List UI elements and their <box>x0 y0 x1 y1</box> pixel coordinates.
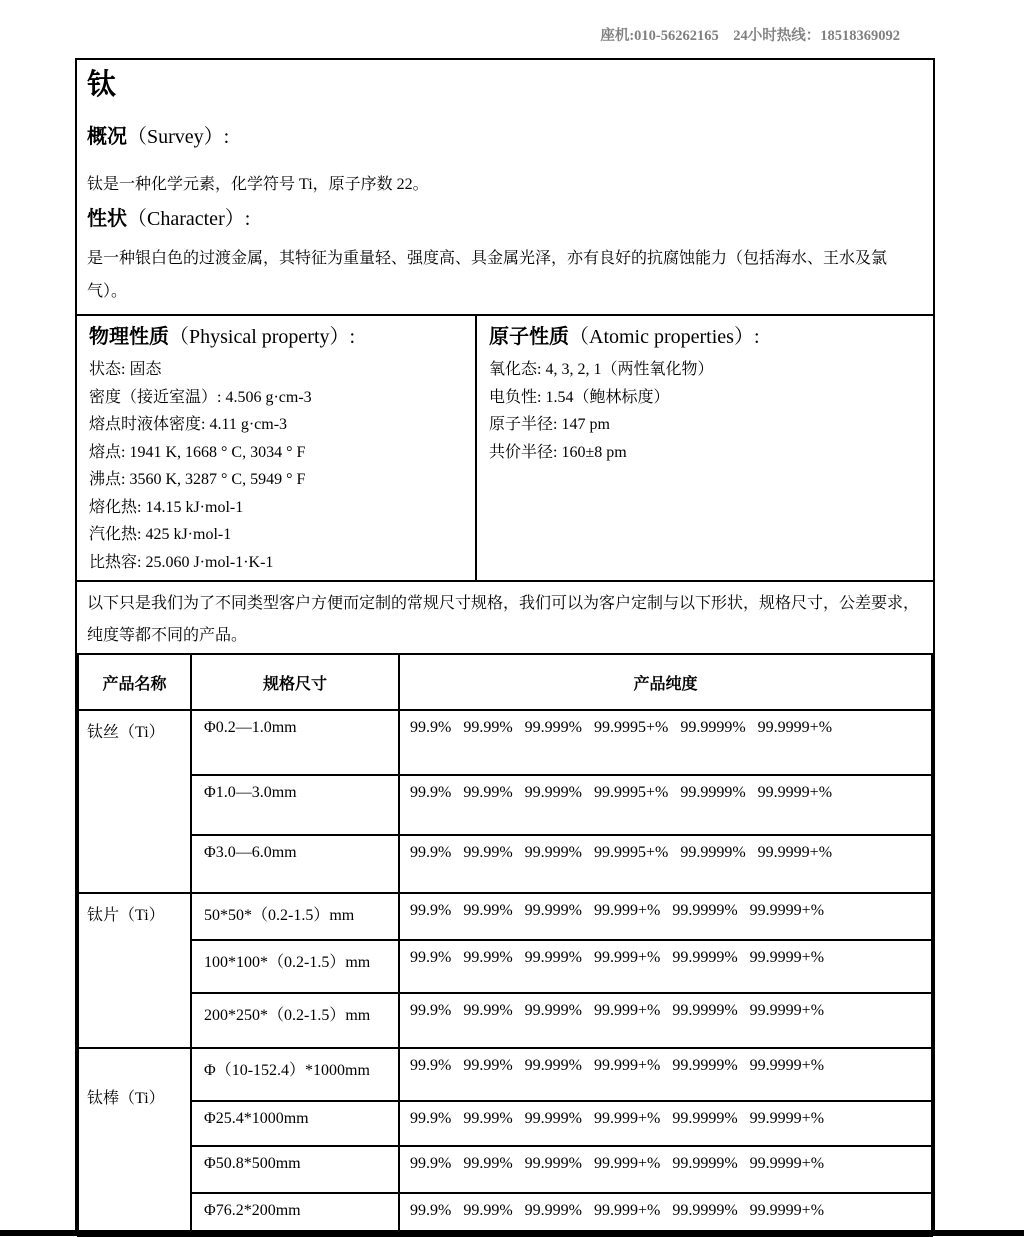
page-title: 钛 <box>87 69 117 101</box>
col-header-spec-size: 规格尺寸 <box>191 654 399 710</box>
atomic-properties-panel <box>477 316 933 580</box>
properties-section <box>77 314 933 580</box>
purity-cell: 99.9% 99.99% 99.999% 99.999+% 99.9999% 99.9999+% <box>399 940 932 993</box>
character-heading-en: （Character）: <box>127 208 251 230</box>
property-line: 密度（接近室温）: 4.506 g·cm-3 <box>89 388 312 406</box>
purity-cell: 99.9% 99.99% 99.999% 99.9995+% 99.9999% 99.9999+% <box>399 710 932 775</box>
property-line: 熔点时液体密度: 4.11 g·cm-3 <box>89 416 288 433</box>
purity-cell: 99.9% 99.99% 99.999% 99.999+% 99.9999% 99.9999+% <box>399 1048 932 1101</box>
purity-cell: 99.9% 99.99% 99.999% 99.9995+% 99.9999% 99.9999+% <box>399 835 932 893</box>
table-header-row <box>78 654 932 710</box>
table-row <box>78 1048 932 1101</box>
product-group-name: 钛棒（Ti） <box>78 1048 191 1236</box>
products-table <box>77 653 933 1237</box>
property-line: 汽化热: 425 kJ·mol-1 <box>89 526 232 543</box>
property-line: 原子半径: 147 pm <box>489 416 610 433</box>
purity-cell: 99.9% 99.99% 99.999% 99.999+% 99.9999% 99.9999+% <box>399 893 932 940</box>
character-heading-zh: 性状 <box>87 208 127 230</box>
purity-cell: 99.9% 99.99% 99.999% 99.9995+% 99.9999% 99.9999+% <box>399 775 932 835</box>
spec-cell: Φ76.2*200mm <box>191 1193 399 1236</box>
atomic-properties-heading <box>489 322 921 352</box>
survey-heading-en: （Survey）: <box>127 126 230 148</box>
spec-cell: 100*100*（0.2-1.5）mm <box>191 940 399 993</box>
spec-cell: 50*50*（0.2-1.5）mm <box>191 893 399 940</box>
survey-paragraph: 钛是一种化学元素，化学符号 Ti，原子序数 22。 <box>87 176 429 193</box>
property-line: 电负性: 1.54（鲍林标度） <box>489 388 670 406</box>
customization-note: 以下只是我们为了不同类型客户方便而定制的常规尺寸规格，我们可以为客户定制与以下形状，规格尺寸，公差要求，纯度等都不同的产品。 <box>77 580 933 653</box>
page-bottom-divider <box>0 1230 1024 1236</box>
spec-cell: Φ0.2—1.0mm <box>191 710 399 775</box>
property-line: 熔点: 1941 K, 1668 ° C, 3034 ° F <box>89 443 306 461</box>
physical-properties-panel <box>77 316 477 580</box>
contact-info: 座机:010-56262165 24小时热线：18518369092 <box>600 28 900 44</box>
spec-cell: 200*250*（0.2-1.5）mm <box>191 993 399 1048</box>
table-row <box>78 835 932 893</box>
property-line: 共价半径: 160±8 pm <box>489 443 627 461</box>
atomic-heading-en: （Atomic properties）: <box>569 326 760 348</box>
spec-cell: Φ3.0—6.0mm <box>191 835 399 893</box>
survey-heading <box>87 124 229 150</box>
product-group-name: 钛丝（Ti） <box>78 710 191 893</box>
table-row <box>78 710 932 775</box>
table-row <box>78 775 932 835</box>
table-row <box>78 893 932 940</box>
spec-cell: Φ50.8*500mm <box>191 1146 399 1193</box>
product-group-name: 钛片（Ti） <box>78 893 191 1048</box>
survey-heading-zh: 概况 <box>87 126 127 148</box>
purity-cell: 99.9% 99.99% 99.999% 99.999+% 99.9999% 99.9999+% <box>399 1146 932 1193</box>
property-line: 氧化态: 4, 3, 2, 1（两性氧化物） <box>489 361 714 378</box>
purity-cell: 99.9% 99.99% 99.999% 99.999+% 99.9999% 99.9999+% <box>399 1193 932 1236</box>
physical-heading-zh: 物理性质 <box>89 326 169 348</box>
col-header-product-name: 产品名称 <box>78 654 191 710</box>
character-heading <box>87 206 250 232</box>
purity-cell: 99.9% 99.99% 99.999% 99.999+% 99.9999% 99.9999+% <box>399 993 932 1048</box>
property-line: 状态: 固态 <box>89 361 162 378</box>
property-line: 比热容: 25.060 J·mol-1·K-1 <box>89 553 274 571</box>
physical-heading-en: （Physical property）: <box>169 326 356 348</box>
table-row <box>78 1146 932 1193</box>
table-row <box>78 993 932 1048</box>
col-header-purity: 产品纯度 <box>399 654 932 710</box>
property-line: 沸点: 3560 K, 3287 ° C, 5949 ° F <box>89 471 306 488</box>
spec-cell: Φ（10-152.4）*1000mm <box>191 1048 399 1101</box>
table-row <box>78 940 932 993</box>
spec-cell: Φ25.4*1000mm <box>191 1101 399 1146</box>
character-paragraph: 是一种银白色的过渡金属，其特征为重量轻、强度高、具金属光泽，亦有良好的抗腐蚀能力（包括海水、王水及氯气）。 <box>87 250 888 300</box>
purity-cell: 99.9% 99.99% 99.999% 99.999+% 99.9999% 99.9999+% <box>399 1101 932 1146</box>
property-line: 熔化热: 14.15 kJ·mol-1 <box>89 498 244 516</box>
document-frame <box>75 58 935 1233</box>
physical-properties-heading <box>89 322 463 352</box>
spec-cell: Φ1.0—3.0mm <box>191 775 399 835</box>
table-row <box>78 1101 932 1146</box>
atomic-heading-zh: 原子性质 <box>489 326 569 348</box>
